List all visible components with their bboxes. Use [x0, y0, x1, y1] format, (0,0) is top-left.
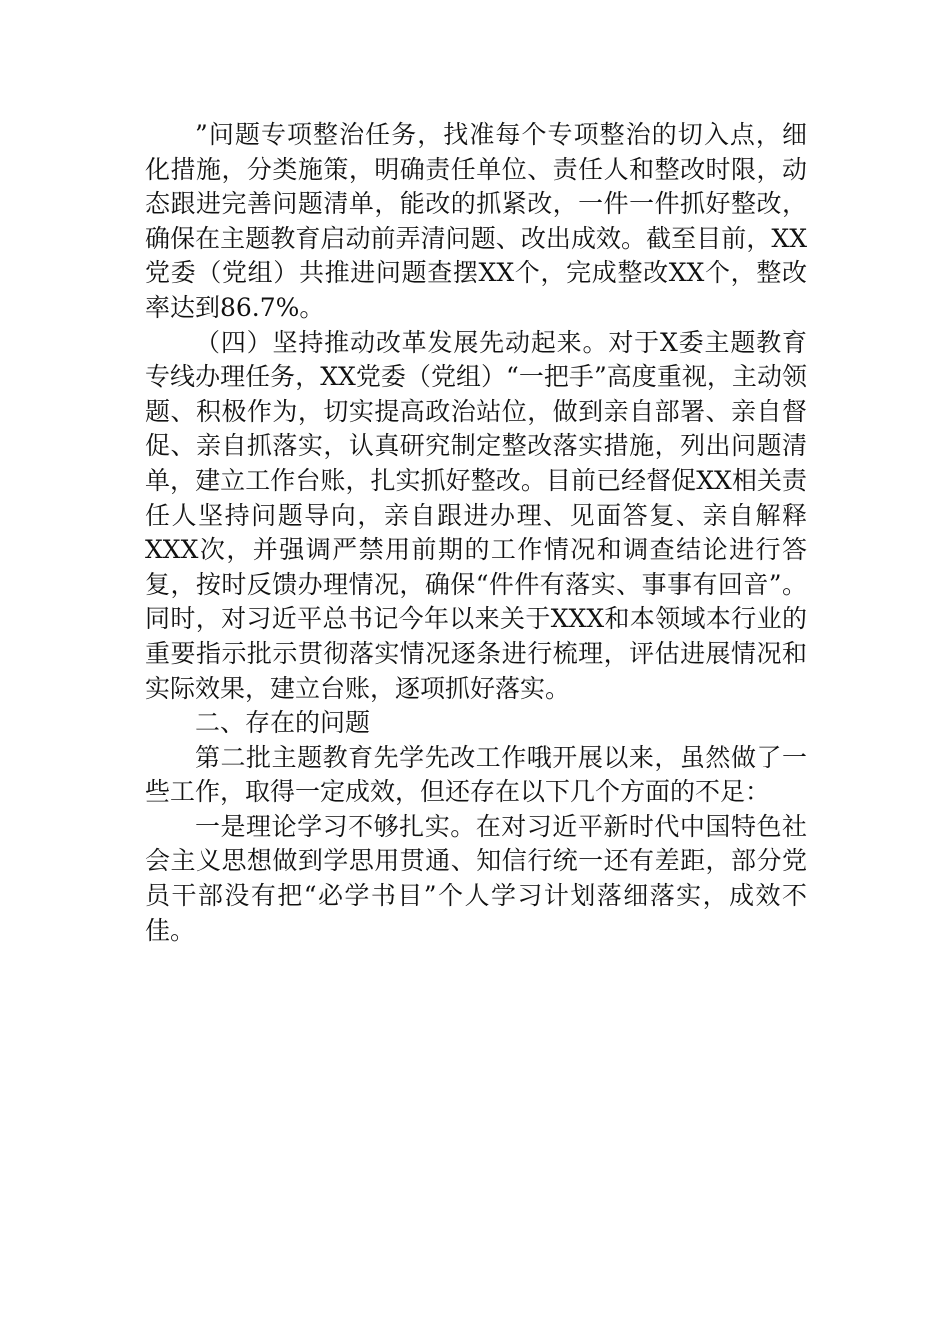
section-heading-problems: 二、存在的问题 — [195, 708, 371, 738]
paragraph-theory-study: 一是理论学习不够扎实。在对习近平新时代中国特色社会主义思想做到学思用贯通、知信行统一还有差距，部分党员干部没有把“必学书目”个人学习计划落细落实，成效不佳。 — [145, 811, 807, 945]
paragraph-shortcomings-intro: 第二批主题教育先学先改工作哦开展以来，虽然做了一些工作，取得一定成效，但还存在以下几个方面的不足： — [145, 742, 807, 807]
paragraph-rectification-progress: ”问题专项整治任务，找准每个专项整治的切入点，细化措施，分类施策，明确责任单位、责任人和整改时限，动态跟进完善问题清单，能改的抓紧改，一件一件抓好整改，确保在主题教育启动前弄清问题、改出成效。截至目前，XX党委（党组）共推进问题查摆XX个，完成整改XX个，整改率达到86.7%。 — [145, 120, 807, 322]
paragraph-reform-development: （四）坚持推动改革发展先动起来。对于X委主题教育专线办理任务，XX党委（党组）“一把手”高度重视，主动领题、积极作为，切实提高政治站位，做到亲自部署、亲自督促、亲自抓落实，认真研究制定整改落实措施，列出问题清单，建立工作台账，扎实抓好整改。目前已经督促XX相关责任人坚持问题导向，亲自跟进办理、见面答复、亲自解释XXX次，并强调严禁用前期的工作情况和调查结论进行答复，按时反馈办理情况，确保“件件有落实、事事有回音”。同时，对习近平总书记今年以来关于XXX和本领域本行业的重要指示批示贯彻落实情况逐条进行梳理，评估进展情况和实际效果，建立台账，逐项抓好落实。 — [145, 327, 807, 703]
document-body — [145, 118, 807, 948]
